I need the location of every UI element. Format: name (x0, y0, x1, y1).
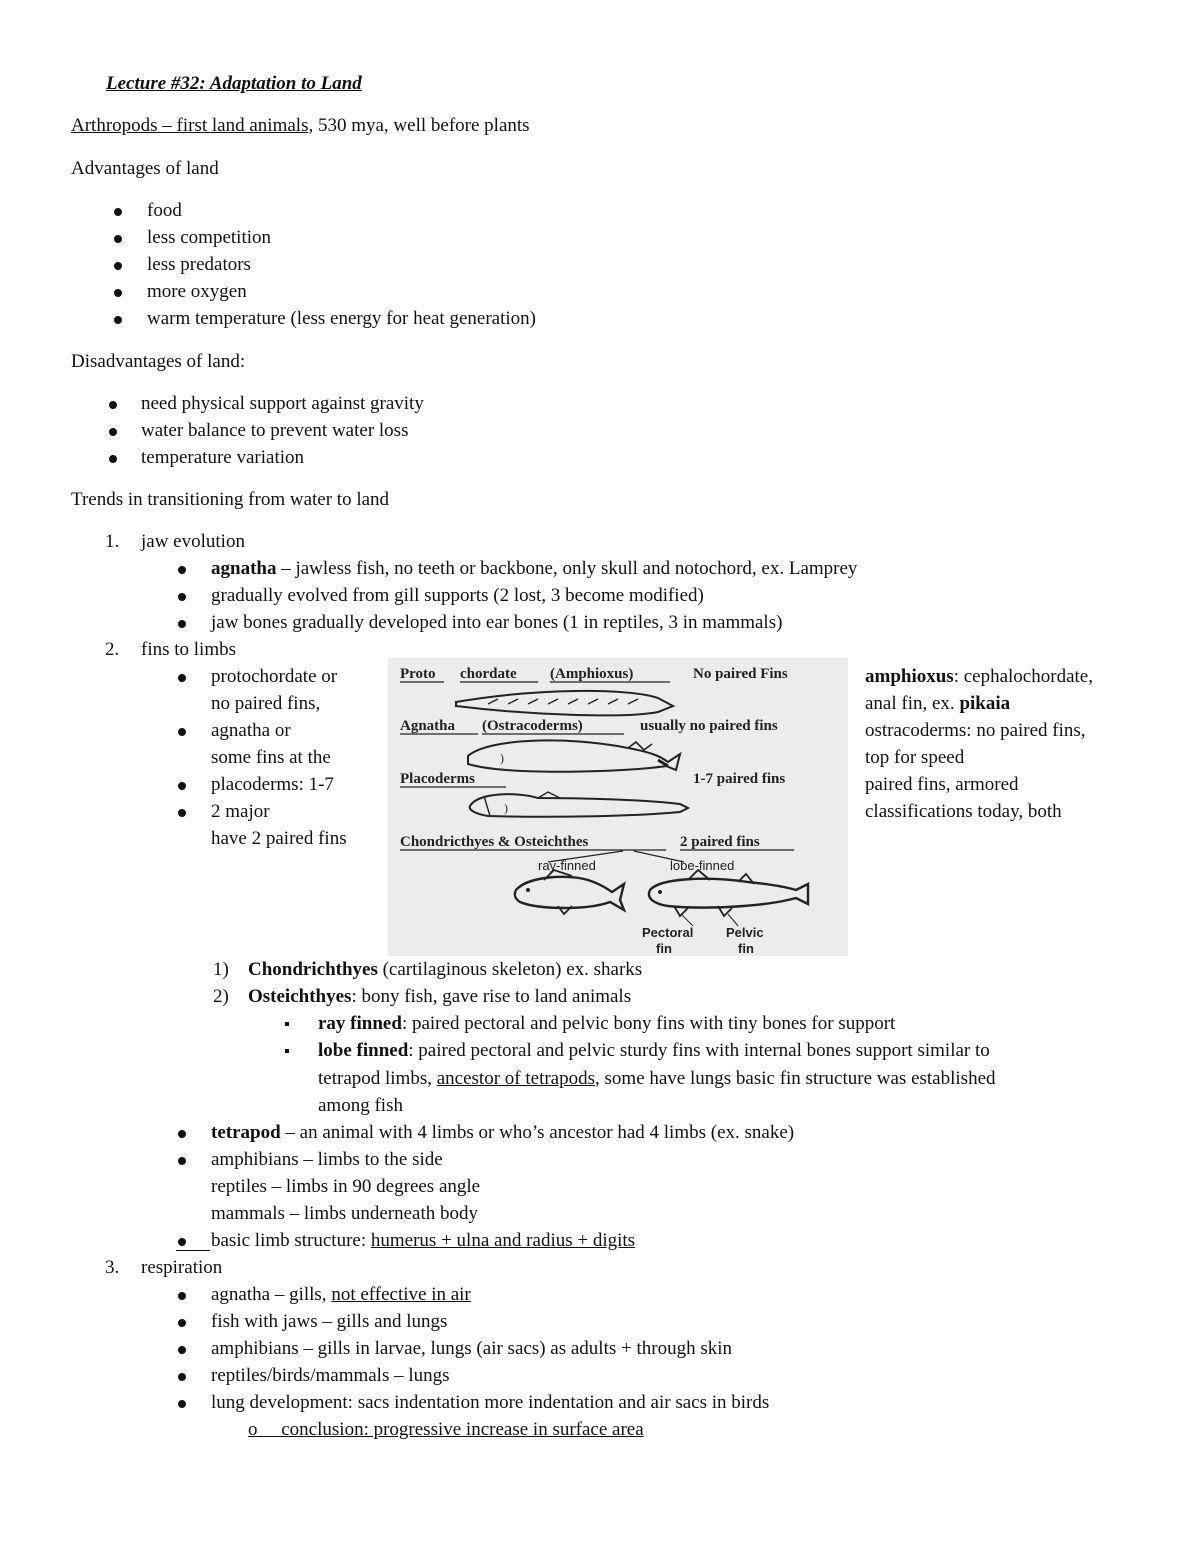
fig-label: Agnatha (400, 718, 456, 734)
advantages-heading: Advantages of land (71, 158, 219, 179)
fins-left-line: have 2 paired fins (211, 828, 347, 849)
fig-label: ray-finned (538, 858, 596, 873)
fig-label: Placoderms (400, 771, 475, 787)
bullet-icon (114, 262, 122, 270)
bullet-icon (114, 235, 122, 243)
fins-right-line: classifications today, both (865, 801, 1062, 822)
fig-label: (Ostracoderms) (482, 718, 583, 734)
svg-text:): ) (500, 751, 504, 765)
jaw-item (211, 558, 857, 580)
lobe-finned-fish-drawing (649, 870, 808, 926)
fig-label: lobe-finned (670, 858, 735, 873)
ray-bold: ray finned (318, 1013, 402, 1034)
tetrapod-bold: tetrapod (211, 1122, 281, 1143)
placoderm-drawing (470, 792, 688, 817)
respiration-item (211, 1284, 471, 1306)
lobe-finned-line-2 (318, 1068, 996, 1090)
bullet-icon (178, 1157, 186, 1165)
advantage-item: warm temperature (less energy for heat generation) (147, 308, 536, 329)
jaw-item-text: – jawless fish, no teeth or backbone, only skull and notochord, ex. Lamprey (276, 558, 858, 579)
ray-finned-line (318, 1013, 895, 1035)
lobe-text: : paired pectoral and pelvic sturdy fins with internal bones support similar to (408, 1040, 990, 1061)
class-text: : bony fish, gave rise to land animals (351, 986, 632, 1007)
fig-label: Pectoral (642, 925, 694, 940)
jaw-title: jaw evolution (141, 531, 245, 552)
lobe-bold: lobe finned (318, 1040, 409, 1061)
respiration-item: lung development: sacs indentation more indentation and air sacs in birds (211, 1392, 770, 1413)
limb-line: amphibians – limbs to the side (211, 1149, 443, 1170)
advantage-item: more oxygen (147, 281, 247, 302)
fig-label: 2 paired fins (680, 834, 760, 850)
bullet-icon (178, 1238, 186, 1246)
bullet-icon (178, 1319, 186, 1327)
fish-evolution-figure (388, 658, 848, 956)
fins-left-line: some fins at the (211, 747, 331, 768)
agnatha-drawing (468, 740, 680, 771)
square-bullet-icon (285, 1049, 289, 1053)
limb-line: mammals – limbs underneath body (211, 1203, 479, 1224)
lobe-text: tetrapod limbs, (318, 1068, 437, 1089)
bullet-icon (178, 1373, 186, 1381)
bullet-icon (178, 620, 186, 628)
fig-label: Proto (400, 666, 436, 682)
fins-left-line: placoderms: 1-7 (211, 774, 334, 795)
class-item (248, 986, 631, 1008)
fins-left-line: agnatha or (211, 720, 291, 741)
bullet-icon (109, 455, 117, 463)
basic-limb-text: basic limb structure: (211, 1230, 371, 1251)
intro-rest: , 530 mya, well before plants (308, 115, 530, 136)
page-title: Lecture #32: Adaptation to Land (106, 73, 362, 94)
amphioxus-drawing (456, 691, 673, 715)
basic-limb-underlined: humerus + ulna and radius + digits (370, 1230, 636, 1251)
bullet-icon (178, 809, 186, 817)
bullet-icon (109, 428, 117, 436)
class-number: 1) (213, 959, 229, 980)
bullet-icon (178, 1400, 186, 1408)
pikaia-bold: pikaia (959, 693, 1011, 714)
fins-right-line: ostracoderms: no paired fins, (865, 720, 1086, 741)
bullet-icon (178, 566, 186, 574)
trends-heading: Trends in transitioning from water to land (71, 489, 390, 510)
tetrapod-text: – an animal with 4 limbs or who’s ancestor had 4 limbs (ex. snake) (280, 1122, 795, 1143)
fins-left-line: 2 major (211, 801, 270, 822)
conclusion-line: o conclusion: progressive increase in surface area (248, 1419, 644, 1440)
bullet-icon (178, 728, 186, 736)
list-number: 1. (105, 531, 120, 552)
advantage-item: food (147, 200, 182, 221)
respiration-underlined: not effective in air (331, 1284, 471, 1305)
fins-left-line: no paired fins, (211, 693, 321, 714)
class-text: (cartilaginous skeleton) ex. sharks (377, 959, 643, 980)
jaw-item-bold: agnatha (211, 558, 277, 579)
bullet-icon (178, 1346, 186, 1354)
fig-label: fin (738, 941, 754, 956)
lobe-finned-line (318, 1040, 990, 1062)
bullet-icon (109, 401, 117, 409)
fins-right-line (865, 693, 1010, 715)
disadvantage-item: need physical support against gravity (141, 393, 424, 414)
class-bold: Osteichthyes (248, 986, 352, 1007)
class-number: 2) (213, 986, 229, 1007)
disadvantages-heading: Disadvantages of land: (71, 351, 246, 372)
limb-line: reptiles – limbs in 90 degrees angle (211, 1176, 481, 1197)
disadvantage-item: temperature variation (141, 447, 305, 468)
bullet-icon (178, 593, 186, 601)
ray-text: : paired pectoral and pelvic bony fins with tiny bones for support (401, 1013, 896, 1034)
fig-label: usually no paired fins (640, 718, 778, 734)
lobe-finned-line-3: among fish (318, 1095, 403, 1116)
respiration-text: agnatha – gills, (211, 1284, 332, 1305)
bullet-icon (178, 1292, 186, 1300)
fins-right-text: anal fin, ex. (865, 693, 960, 714)
fins-right-line: top for speed (865, 747, 965, 768)
bullet-icon (178, 674, 186, 682)
fig-label: No paired Fins (693, 666, 788, 682)
tetrapod-line (211, 1122, 794, 1144)
fins-right-text: : cephalochordate, (953, 666, 1093, 687)
respiration-item: amphibians – gills in larvae, lungs (air sacs) as adults + through skin (211, 1338, 732, 1359)
bullet-icon (114, 289, 122, 297)
list-number: 2. (105, 639, 120, 660)
fins-title: fins to limbs (141, 639, 237, 660)
svg-text:): ) (504, 801, 508, 815)
underline-rule (176, 1250, 210, 1251)
intro-underlined: Arthropods – first land animals (71, 115, 309, 136)
basic-limb-line (211, 1230, 635, 1252)
fins-right-line (865, 666, 1093, 688)
list-number: 3. (105, 1257, 120, 1278)
class-item (248, 959, 642, 981)
fig-label: Chondricthyes & Osteichthes (400, 834, 589, 850)
fig-label: Pelvic (726, 925, 764, 940)
fins-right-line: paired fins, armored (865, 774, 1019, 795)
lobe-text: , some have lungs basic fin structure was established (595, 1068, 996, 1089)
class-bold: Chondrichthyes (248, 959, 378, 980)
bullet-icon (178, 1130, 186, 1138)
intro-line (71, 115, 530, 137)
disadvantage-item: water balance to prevent water loss (141, 420, 409, 441)
respiration-item: fish with jaws – gills and lungs (211, 1311, 448, 1332)
ray-finned-fish-drawing (515, 870, 624, 914)
bullet-icon (114, 208, 122, 216)
fig-label: fin (656, 941, 672, 956)
jaw-item: gradually evolved from gill supports (2 lost, 3 become modified) (211, 585, 704, 606)
bullet-icon (178, 782, 186, 790)
advantage-item: less predators (147, 254, 251, 275)
respiration-item: reptiles/birds/mammals – lungs (211, 1365, 450, 1386)
advantage-item: less competition (147, 227, 272, 248)
bullet-icon (114, 316, 122, 324)
fins-left-line: protochordate or (211, 666, 338, 687)
amphioxus-bold: amphioxus (865, 666, 954, 687)
fig-label: chordate (460, 666, 517, 682)
fig-label: 1-7 paired fins (693, 771, 786, 787)
respiration-title: respiration (141, 1257, 223, 1278)
fig-label: (Amphioxus) (550, 666, 634, 682)
square-bullet-icon (285, 1022, 289, 1026)
lobe-underlined: ancestor of tetrapods (436, 1068, 596, 1089)
jaw-item: jaw bones gradually developed into ear bones (1 in reptiles, 3 in mammals) (211, 612, 783, 633)
